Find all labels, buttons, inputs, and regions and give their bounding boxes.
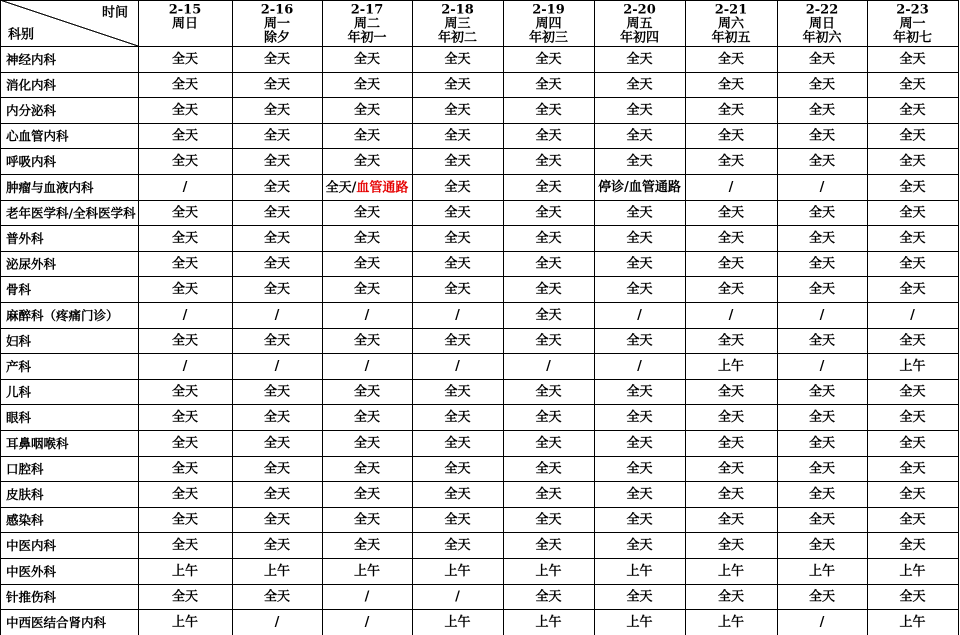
schedule-cell: 全天 (353, 487, 381, 502)
department-name: 中医内科 (6, 538, 57, 554)
schedule-cell: 全天 (626, 589, 653, 605)
schedule-cell: 全天 (263, 103, 291, 118)
table-row (6, 76, 926, 92)
schedule-cell: 全天 (626, 282, 653, 298)
schedule-cell: 全天 (444, 461, 471, 477)
schedule-cell: 全天 (353, 51, 381, 67)
schedule-cell: 全天 (535, 282, 562, 298)
schedule-cell: 上午 (626, 563, 653, 579)
schedule-cell: 全天 (626, 231, 653, 246)
department-name: 泌尿外科 (6, 256, 57, 272)
schedule-cell: 全天 (626, 333, 653, 349)
schedule-cell: 全天 (808, 589, 836, 605)
schedule-cell: 全天 (263, 461, 291, 477)
schedule-cell: 全天 (263, 589, 291, 605)
schedule-cell: 全天 (808, 154, 836, 170)
table-row (6, 460, 926, 476)
schedule-cell: 全天 (353, 282, 381, 298)
schedule-cell: 全天 (171, 333, 199, 349)
schedule-cell: / (819, 359, 825, 374)
schedule-cell: 全天 (444, 51, 471, 67)
department-name: 中西医结合肾内科 (6, 615, 107, 630)
schedule-cell: 全天 (626, 384, 653, 400)
schedule-cell: 全天 (171, 128, 199, 144)
schedule-cell: 全天 (808, 461, 836, 477)
schedule-cell: 全天 (899, 410, 926, 426)
schedule-cell: 全天 (626, 538, 653, 554)
department-name: 感染科 (6, 512, 44, 528)
schedule-cell: 全天 (171, 384, 199, 400)
schedule-cell: 全天 (808, 282, 836, 298)
schedule-cell: 全天 (899, 589, 926, 605)
schedule-cell: 全天 (263, 128, 291, 144)
schedule-cell: 全天 (626, 487, 653, 502)
schedule-cell: 全天 (626, 77, 653, 93)
department-name: 眼科 (6, 410, 32, 426)
department-name: 中医外科 (6, 563, 57, 579)
schedule-cell: 全天 (263, 51, 291, 67)
table-row (6, 435, 926, 451)
schedule-cell: 全天 (353, 538, 381, 554)
schedule-cell: 全天 (717, 589, 745, 605)
department-name: 普外科 (6, 231, 44, 246)
table-row (6, 230, 926, 246)
schedule-cell: 全天 (899, 205, 926, 221)
day-header-weekday: 周五 (626, 16, 653, 32)
schedule-cell: 全天 (717, 128, 745, 144)
schedule-cell: 全天 (535, 128, 562, 144)
schedule-cell: 全天 (899, 435, 926, 451)
department-name: 内分泌科 (6, 103, 57, 118)
schedule-cell: 全天 (535, 307, 562, 323)
schedule-cell: 全天 (444, 231, 471, 246)
day-header-weekday: 周三 (444, 16, 471, 32)
table-row (6, 332, 926, 348)
schedule-cell: 全天 (808, 51, 836, 67)
schedule-cell: 全天 (626, 410, 653, 426)
schedule-cell: / (274, 307, 280, 323)
schedule-cell: 上午 (899, 615, 926, 630)
schedule-cell: 全天 (353, 77, 381, 93)
table-row (6, 51, 926, 67)
schedule-cell: 全天 (535, 154, 562, 170)
day-header (802, 3, 842, 46)
table-row (6, 307, 915, 323)
schedule-cell: 全天 (171, 154, 199, 170)
schedule-cell: 全天 (444, 103, 471, 118)
day-header-weekday: 周一 (263, 16, 291, 32)
schedule-cell: 全天 (535, 384, 562, 400)
schedule-cell: 全天 (626, 103, 653, 118)
schedule-cell: 全天 (808, 128, 836, 144)
schedule-cell: 全天 (353, 205, 381, 221)
schedule-cell: 全天 (899, 103, 926, 118)
day-header-weekday: 周日 (808, 16, 836, 32)
schedule-cell: 全天 (353, 154, 381, 170)
department-name: 消化内科 (6, 77, 57, 93)
schedule-cell: 上午 (444, 563, 471, 579)
department-name: 肿瘤与血液内科 (6, 179, 94, 195)
schedule-cell: 上午 (263, 563, 291, 579)
schedule-cell: 全天 (717, 461, 745, 477)
schedule-cell: 全天 (444, 179, 471, 195)
schedule-cell: 全天 (535, 435, 562, 451)
table-row (5, 128, 926, 144)
schedule-cell: 全天 (263, 410, 291, 426)
day-header-date: 2-15 (168, 2, 202, 18)
schedule-cell: 全天 (717, 384, 745, 400)
schedule-cell: 全天 (626, 51, 653, 67)
day-header-date: 2-22 (805, 2, 839, 18)
schedule-cell: 全天 (171, 51, 199, 67)
schedule-cell: 全天 (899, 51, 926, 67)
schedule-cell: 全天 (353, 410, 381, 426)
day-header-holiday: 年初二 (437, 30, 478, 46)
schedule-cell: 上午 (353, 563, 381, 579)
day-header-holiday: 年初三 (528, 30, 569, 46)
table-row (6, 179, 926, 195)
schedule-cell: 全天/血管通路 (325, 179, 409, 195)
schedule-cell: 全天 (899, 256, 926, 272)
schedule-cell: 全天 (899, 512, 926, 528)
schedule-cell: 全天 (808, 103, 836, 118)
table-row (6, 256, 926, 272)
table-row (6, 614, 926, 630)
schedule-cell: 上午 (535, 615, 562, 630)
schedule-cell: 全天 (353, 384, 381, 400)
schedule-cell: 全天 (444, 487, 471, 502)
day-header (261, 3, 294, 46)
day-header-date: 2-21 (714, 2, 748, 18)
day-header (893, 3, 932, 46)
schedule-cell: 全天 (171, 103, 199, 118)
schedule-cell: / (364, 615, 370, 630)
schedule-cell: / (274, 359, 280, 374)
schedule-cell: 上午 (808, 563, 836, 579)
table-row (6, 563, 926, 579)
schedule-cell: 全天 (263, 384, 291, 400)
day-header (620, 3, 659, 46)
schedule-cell: 全天 (171, 205, 199, 221)
department-name: 心血管内科 (6, 128, 69, 144)
day-header-date: 2-18 (441, 2, 474, 18)
schedule-cell: 全天 (626, 512, 653, 528)
table-row (6, 384, 926, 400)
schedule-cell: 全天 (171, 512, 199, 528)
schedule-cell: / (637, 359, 642, 374)
day-header-weekday: 周六 (717, 16, 745, 32)
day-header-date: 2-16 (260, 2, 294, 18)
schedule-cell: 全天 (717, 205, 745, 221)
schedule-cell: 全天 (263, 282, 291, 298)
department-name: 神经内科 (6, 51, 57, 67)
schedule-cell: 全天 (899, 77, 926, 93)
schedule-cell: 全天 (717, 410, 745, 426)
schedule-cell: 全天 (717, 103, 745, 118)
schedule-cell: / (455, 307, 460, 323)
table-row (6, 409, 926, 425)
schedule-cell: 全天 (171, 256, 199, 272)
schedule-cell: 全天 (899, 179, 926, 195)
schedule-cell: 全天 (899, 231, 926, 246)
day-header (438, 3, 477, 46)
schedule-cell: 全天 (353, 333, 381, 349)
table-row (6, 153, 926, 169)
schedule-cell: 全天 (808, 410, 836, 426)
schedule-cell: 全天 (444, 256, 471, 272)
schedule-cell: 全天 (535, 487, 562, 502)
schedule-cell: / (364, 589, 370, 605)
schedule-cell: 全天 (353, 103, 381, 118)
table-row (6, 537, 926, 553)
schedule-cell: 上午 (171, 563, 199, 579)
schedule-cell: / (546, 359, 551, 374)
day-header-holiday: 年初五 (711, 30, 751, 46)
department-name: 针推伤科 (6, 589, 57, 605)
department-name: 皮肤科 (6, 487, 44, 502)
schedule-cell: 上午 (717, 563, 745, 579)
schedule-cell: / (910, 307, 915, 323)
schedule-cell: 全天 (626, 256, 653, 272)
schedule-cell: / (637, 307, 642, 323)
schedule-cell: 全天 (808, 77, 836, 93)
schedule-cell: 全天 (808, 256, 836, 272)
schedule-cell: / (728, 307, 734, 323)
day-header-holiday: 除夕 (263, 30, 291, 46)
day-header (529, 3, 568, 46)
schedule-cell: 全天 (899, 384, 926, 400)
schedule-cell: 全天 (263, 154, 291, 170)
day-header-holiday: 年初一 (347, 30, 387, 46)
schedule-cell: 全天 (263, 435, 291, 451)
schedule-cell: 全天 (535, 77, 562, 93)
table-row (6, 486, 926, 502)
schedule-cell: 全天 (717, 333, 745, 349)
schedule-cell: 全天 (171, 410, 199, 426)
schedule-cell: 全天 (626, 435, 653, 451)
schedule-cell: / (182, 179, 188, 195)
schedule-cell: 全天 (444, 435, 471, 451)
table-row (6, 102, 926, 118)
schedule-cell: 全天 (899, 154, 926, 170)
department-name: 麻醉科（疼痛门诊） (6, 307, 119, 323)
department-name: 产科 (6, 359, 32, 374)
schedule-cell: 全天 (808, 538, 836, 554)
schedule-cell: 全天 (444, 538, 471, 554)
schedule-cell: 全天 (263, 538, 291, 554)
day-header-holiday: 年初六 (802, 30, 842, 46)
schedule-cell: / (455, 589, 460, 605)
schedule-cell: 全天 (535, 51, 562, 67)
day-header-weekday: 周二 (353, 16, 381, 32)
schedule-cell: 全天 (171, 487, 199, 502)
schedule-cell: 上午 (717, 359, 745, 374)
schedule-cell: 全天 (353, 231, 381, 246)
schedule-cell: 全天 (444, 512, 471, 528)
schedule-cell: 全天 (353, 461, 381, 477)
schedule-cell: 全天 (444, 205, 471, 221)
schedule-cell: / (819, 307, 825, 323)
schedule-cell: 全天 (171, 435, 199, 451)
schedule-cell: 全天 (717, 538, 745, 554)
schedule-cell: 全天 (353, 435, 381, 451)
schedule-cell: 全天 (535, 103, 562, 118)
schedule-cell: 全天 (535, 333, 562, 349)
schedule-cell: 全天 (535, 231, 562, 246)
schedule-cell: 全天 (171, 589, 199, 605)
schedule-cell: 全天 (263, 179, 291, 195)
schedule-cell: 全天 (535, 589, 562, 605)
day-header (347, 3, 386, 46)
schedule-cell: 上午 (899, 359, 926, 374)
schedule-cell: 全天 (535, 410, 562, 426)
schedule-cell: 全天 (353, 128, 381, 144)
schedule-cell: 全天 (444, 154, 471, 170)
corner-label-dept: 科别 (8, 27, 35, 43)
day-header-holiday: 年初七 (892, 30, 933, 46)
schedule-cell: 全天 (626, 461, 653, 477)
table-row (5, 588, 926, 604)
table-row (5, 204, 926, 220)
schedule-cell: 全天 (808, 231, 836, 246)
department-name: 骨科 (6, 282, 32, 298)
day-header-date: 2-20 (623, 2, 656, 18)
department-name: 老年医学科/全科医学科 (6, 205, 136, 221)
schedule-cell: 全天 (535, 512, 562, 528)
schedule-cell: / (274, 615, 280, 630)
schedule-cell: 上午 (535, 563, 562, 579)
table-row (6, 358, 926, 374)
schedule-cell: 全天 (263, 487, 291, 502)
day-header-weekday: 周一 (899, 16, 926, 32)
schedule-cell: / (819, 615, 825, 630)
schedule-cell: 全天 (626, 154, 653, 170)
day-header-weekday: 周四 (535, 16, 562, 32)
schedule-cell: 全天 (263, 77, 291, 93)
corner-label-time: 时间 (101, 5, 128, 21)
schedule-cell: 全天 (626, 205, 653, 221)
day-header-date: 2-17 (350, 2, 384, 18)
schedule-cell: 全天 (717, 282, 745, 298)
schedule-cell: 全天 (444, 282, 471, 298)
schedule-cell: 全天 (263, 231, 291, 246)
schedule-cell: / (819, 179, 825, 195)
schedule-cell: 全天 (717, 512, 745, 528)
schedule-cell: 全天 (808, 512, 836, 528)
schedule-cell: 全天 (353, 512, 381, 528)
schedule-cell: 全天 (808, 205, 836, 221)
schedule-cell: 全天 (717, 487, 745, 502)
schedule-cell: 全天 (717, 435, 745, 451)
schedule-cell: 全天 (444, 410, 471, 426)
department-name: 妇科 (6, 333, 32, 349)
schedule-cell: 全天 (717, 256, 745, 272)
schedule-cell: 全天 (444, 77, 471, 93)
schedule-cell: 全天 (899, 538, 926, 554)
schedule-cell: / (455, 359, 460, 374)
department-name: 耳鼻咽喉科 (6, 435, 69, 451)
schedule-cell: 全天 (808, 435, 836, 451)
schedule-cell: 全天 (535, 179, 562, 195)
schedule-cell: 全天 (353, 256, 381, 272)
schedule-cell: 全天 (171, 461, 199, 477)
department-name: 呼吸内科 (6, 154, 57, 170)
day-header-weekday: 周日 (171, 16, 199, 32)
schedule-cell: 停诊/血管通路 (598, 179, 681, 195)
schedule-cell: 上午 (717, 615, 745, 630)
schedule-cell: 上午 (899, 563, 926, 579)
schedule-cell: 全天 (263, 256, 291, 272)
schedule-cell: 上午 (444, 615, 471, 630)
schedule-cell: / (364, 307, 370, 323)
schedule-cell: 全天 (171, 77, 199, 93)
schedule-cell: 全天 (899, 333, 926, 349)
schedule-cell: 全天 (717, 51, 745, 67)
schedule-cell: 全天 (535, 256, 562, 272)
day-header-holiday: 年初四 (619, 30, 660, 46)
schedule-cell: 全天 (171, 282, 199, 298)
schedule-cell: 全天 (444, 128, 471, 144)
day-header-date: 2-19 (532, 2, 565, 18)
department-name: 口腔科 (6, 461, 44, 477)
schedule-cell: 全天 (171, 231, 199, 246)
schedule-cell: 全天 (899, 282, 926, 298)
schedule-cell: / (364, 359, 370, 374)
schedule-cell: 全天 (717, 77, 745, 93)
schedule-cell: 全天 (263, 512, 291, 528)
schedule-cell: 全天 (808, 384, 836, 400)
schedule-cell: / (182, 307, 188, 323)
schedule-cell: 全天 (263, 205, 291, 221)
schedule-cell: 全天 (899, 461, 926, 477)
schedule-cell: / (728, 179, 734, 195)
table-row (6, 281, 926, 297)
day-header (711, 3, 750, 46)
day-header-date: 2-23 (896, 2, 929, 18)
schedule-cell: 全天 (263, 333, 291, 349)
schedule-cell: 上午 (626, 615, 653, 630)
schedule-cell: 全天 (626, 128, 653, 144)
schedule-cell: / (182, 359, 188, 374)
department-name: 儿科 (6, 384, 32, 400)
schedule-cell: 全天 (899, 128, 926, 144)
schedule-cell: 全天 (444, 384, 471, 400)
schedule-cell: 全天 (444, 333, 471, 349)
schedule-cell: 全天 (717, 154, 745, 170)
schedule-cell: 上午 (171, 615, 199, 630)
schedule-cell: 全天 (808, 487, 836, 502)
schedule-cell: 全天 (899, 487, 926, 502)
day-header (169, 3, 202, 32)
schedule-cell: 全天 (535, 205, 562, 221)
schedule-cell: 全天 (535, 461, 562, 477)
schedule-cell: 全天 (717, 231, 745, 246)
schedule-cell: 全天 (171, 538, 199, 554)
schedule-cell: 全天 (535, 538, 562, 554)
table-row (6, 512, 926, 528)
schedule-cell: 全天 (808, 333, 836, 349)
